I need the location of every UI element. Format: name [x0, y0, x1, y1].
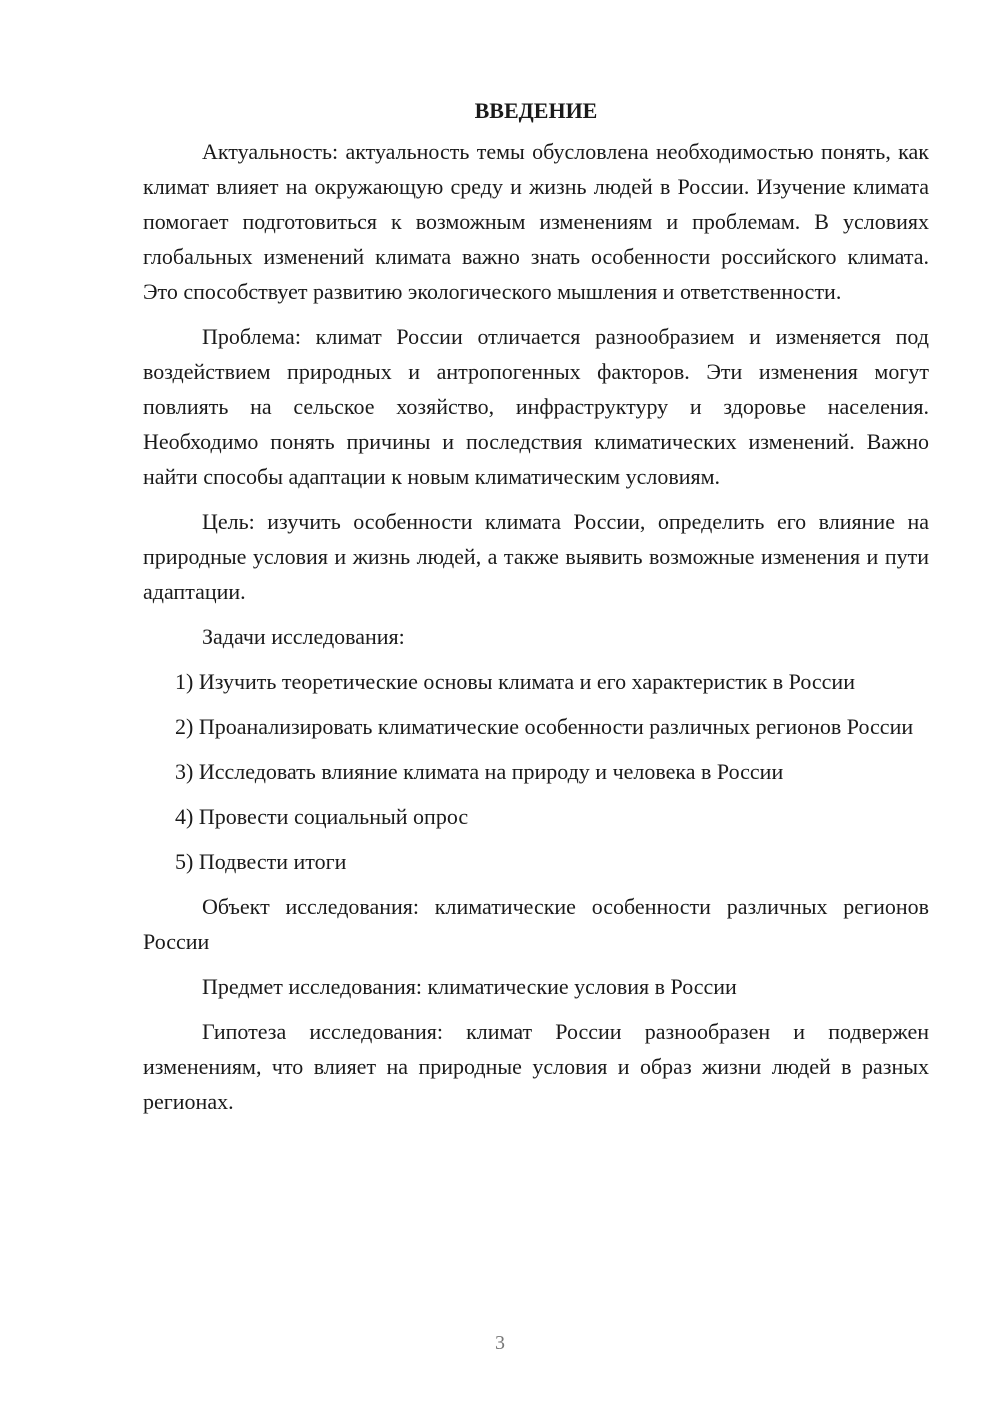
goal-paragraph: Цель: изучить особенности климата России, определить его влияние на природные условия и жизнь людей, а также выявить возможные изменения и пути адаптации.	[143, 509, 929, 604]
problem-paragraph: Проблема: климат России отличается разнообразием и изменяется под воздействием природных и антропогенных факторов. Эти изменения могут повлиять на сельское хозяйство, инфраструктуру и здоровье населения. Необходимо понять причины и последствия климатических изменений. Важно найти способы адаптации к новым климатическим условиям.	[143, 324, 929, 489]
task-item-3: 3) Исследовать влияние климата на природу и человека в России	[175, 759, 784, 784]
page-title: ВВЕДЕНИЕ	[474, 98, 598, 123]
hypothesis-paragraph: Гипотеза исследования: климат России разнообразен и подвержен изменениям, что влияет на природные условия и образ жизни людей в разных регионах.	[143, 1019, 929, 1114]
document-page	[143, 96, 929, 1129]
task-item-1: 1) Изучить теоретические основы климата и его характеристик в России	[175, 669, 855, 694]
tasks-title: Задачи исследования:	[202, 624, 405, 649]
task-item-5: 5) Подвести итоги	[175, 849, 347, 874]
object-paragraph: Объект исследования: климатические особенности различных регионов России	[143, 894, 929, 954]
task-item-2: 2) Проанализировать климатические особенности различных регионов России	[175, 714, 914, 739]
subject-paragraph: Предмет исследования: климатические условия в России	[202, 974, 737, 999]
relevance-paragraph: Актуальность: актуальность темы обусловлена необходимостью понять, как климат влияет на окружающую среду и жизнь людей в России. Изучение климата помогает подготовиться к возможным изменениям и проблемам. В условиях глобальных изменений климата важно знать особенности российского климата. Это способствует развитию экологического мышления и ответственности.	[143, 139, 929, 304]
task-item-4: 4) Провести социальный опрос	[175, 804, 469, 829]
page-number: 3	[495, 1332, 505, 1354]
